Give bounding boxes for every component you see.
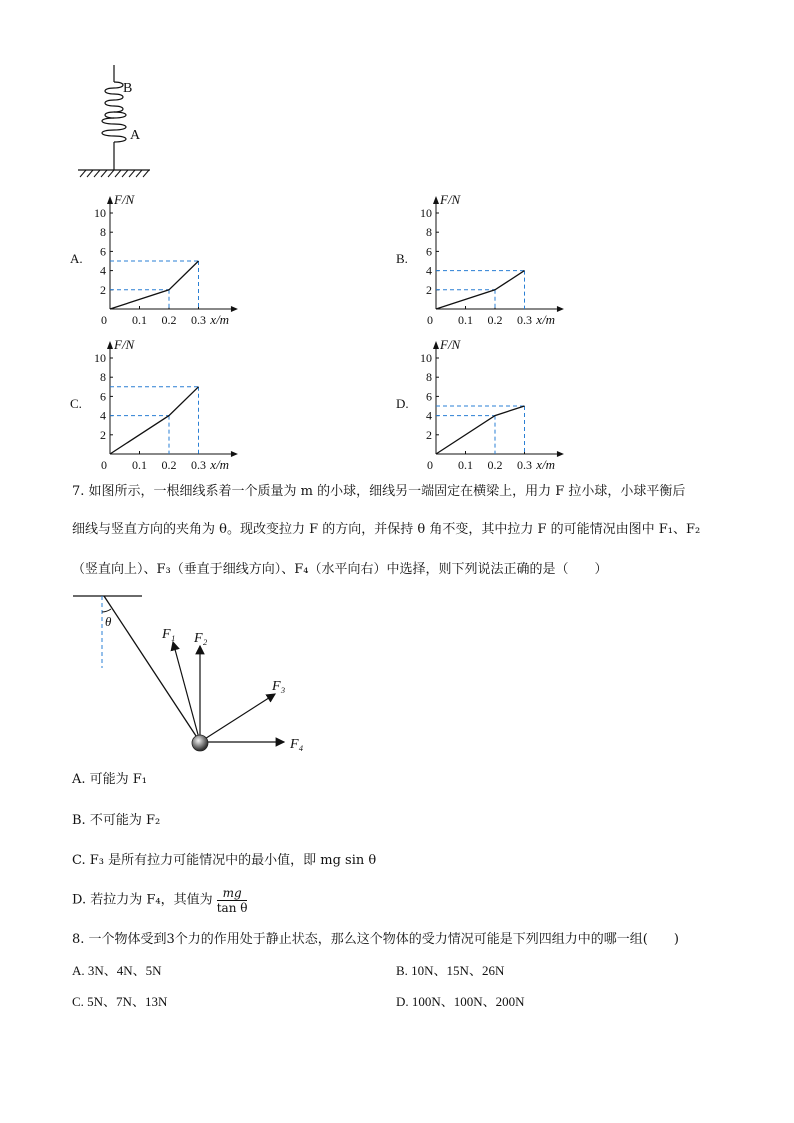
x-tick-label: 0.3	[191, 458, 206, 472]
x-tick-label: 0.3	[191, 313, 206, 327]
x-tick-label: 0.2	[487, 458, 503, 472]
x-axis-arrow	[231, 451, 238, 457]
graph-option-b	[396, 192, 596, 332]
q7-option-c: C. F₃ 是所有拉力可能情况中的最小值，即 mg sin θ	[72, 853, 377, 868]
graph-option-label: D.	[396, 396, 409, 411]
y-tick-label: 10	[420, 351, 432, 365]
x-axis-label: x/m	[536, 457, 556, 472]
y-tick-label: 8	[100, 370, 106, 385]
x-tick-label: 0.3	[517, 458, 532, 472]
q7-line-1: 7. 如图所示，一根细线系着一个质量为 m 的小球，细线另一端固定在横梁上，用力 F 拉小球，小球平衡后	[72, 484, 686, 499]
force-f2-label: F₂	[194, 631, 208, 646]
x-tick-label: 0.2	[487, 313, 503, 327]
graph-option-label: C.	[70, 396, 82, 411]
x-tick-label: 0	[427, 458, 433, 472]
y-tick-label: 2	[100, 282, 106, 297]
x-axis-label: x/m	[210, 457, 230, 472]
fraction-numerator: mg	[217, 886, 248, 901]
x-tick-label: 0	[101, 458, 107, 472]
x-axis-arrow	[557, 451, 564, 457]
y-tick-label: 2	[426, 282, 432, 297]
q7-option-d-text: D. 若拉力为 F₄，其值为	[72, 892, 213, 908]
y-tick-label: 6	[426, 244, 432, 259]
x-tick-label: 0.1	[458, 313, 473, 327]
x-tick-label: 0.2	[161, 313, 177, 327]
force-line	[110, 261, 199, 309]
y-tick-label: 6	[100, 389, 106, 404]
graph-option-a	[70, 192, 270, 332]
q7-line-2: 细线与竖直方向的夹角为 θ。现改变拉力 F 的方向，并保持 θ 角不变，其中拉力 F 的可能情况由图中 F₁、F₂	[72, 522, 701, 537]
force-extension-graph	[90, 192, 275, 332]
force-line	[110, 387, 199, 454]
y-tick-label: 8	[426, 225, 432, 240]
y-tick-label: 10	[94, 351, 106, 365]
force-line	[436, 406, 525, 454]
y-axis-arrow	[107, 196, 113, 204]
graph-option-c	[70, 337, 270, 477]
force-extension-graph	[416, 337, 601, 477]
force-f3-label: F₃	[272, 679, 286, 694]
q8-option-a: A. 3N、4N、5N	[72, 963, 162, 978]
y-tick-label: 4	[100, 408, 106, 423]
graph-option-label: A.	[70, 251, 83, 266]
force-extension-graph	[416, 192, 601, 332]
y-tick-label: 8	[426, 370, 432, 385]
q8-stem: 8. 一个物体受到3个力的作用处于静止状态，那么这个物体的受力情况可能是下列四组力中的哪一组( )	[72, 932, 679, 947]
x-axis-label: x/m	[536, 312, 556, 327]
y-axis-label: F/N	[440, 192, 461, 207]
x-tick-label: 0.2	[161, 458, 177, 472]
spring-label-b: B	[123, 81, 133, 96]
x-tick-label: 0.3	[517, 313, 532, 327]
q8-option-d: D. 100N、100N、200N	[396, 994, 525, 1009]
y-tick-label: 10	[94, 206, 106, 220]
x-axis-label: x/m	[210, 312, 230, 327]
y-axis-arrow	[107, 341, 113, 349]
y-tick-label: 10	[420, 206, 432, 220]
spring-label-a: A	[130, 128, 141, 143]
y-axis-arrow	[433, 341, 439, 349]
q7-option-d	[72, 886, 247, 915]
x-tick-label: 0.1	[132, 313, 147, 327]
y-tick-label: 6	[426, 389, 432, 404]
y-tick-label: 4	[100, 263, 106, 278]
force-extension-graph	[90, 337, 275, 477]
q7-line-3: （竖直向上）、F₃（垂直于细线方向）、F₄（水平向右）中选择，则下列说法正确的是（ ）	[72, 562, 608, 577]
q7-option-b: B. 不可能为 F₂	[72, 813, 161, 828]
y-axis-label: F/N	[440, 337, 461, 352]
graph-option-d	[396, 337, 596, 477]
theta-label: θ	[105, 614, 112, 629]
q8-option-c: C. 5N、7N、13N	[72, 994, 168, 1009]
y-axis-label: F/N	[114, 192, 135, 207]
y-tick-label: 4	[426, 408, 432, 423]
x-axis-arrow	[231, 306, 238, 312]
x-tick-label: 0.1	[458, 458, 473, 472]
fraction-denominator: tan θ	[216, 901, 248, 915]
pendulum-force-figure	[70, 588, 330, 763]
y-axis-label: F/N	[114, 337, 135, 352]
x-tick-label: 0.1	[132, 458, 147, 472]
q8-option-b: B. 10N、15N、26N	[396, 963, 505, 978]
y-axis-arrow	[433, 196, 439, 204]
y-tick-label: 4	[426, 263, 432, 278]
spring-figure	[70, 60, 160, 180]
y-tick-label: 2	[426, 427, 432, 442]
q7-option-a: A. 可能为 F₁	[72, 772, 148, 787]
y-tick-label: 6	[100, 244, 106, 259]
force-f1-label: F₁	[162, 627, 176, 642]
y-tick-label: 2	[100, 427, 106, 442]
x-tick-label: 0	[427, 313, 433, 327]
force-f4-label: F₄	[290, 737, 304, 752]
graph-option-label: B.	[396, 251, 408, 266]
q7-option-d-fraction	[217, 886, 248, 915]
x-axis-arrow	[557, 306, 564, 312]
y-tick-label: 8	[100, 225, 106, 240]
x-tick-label: 0	[101, 313, 107, 327]
